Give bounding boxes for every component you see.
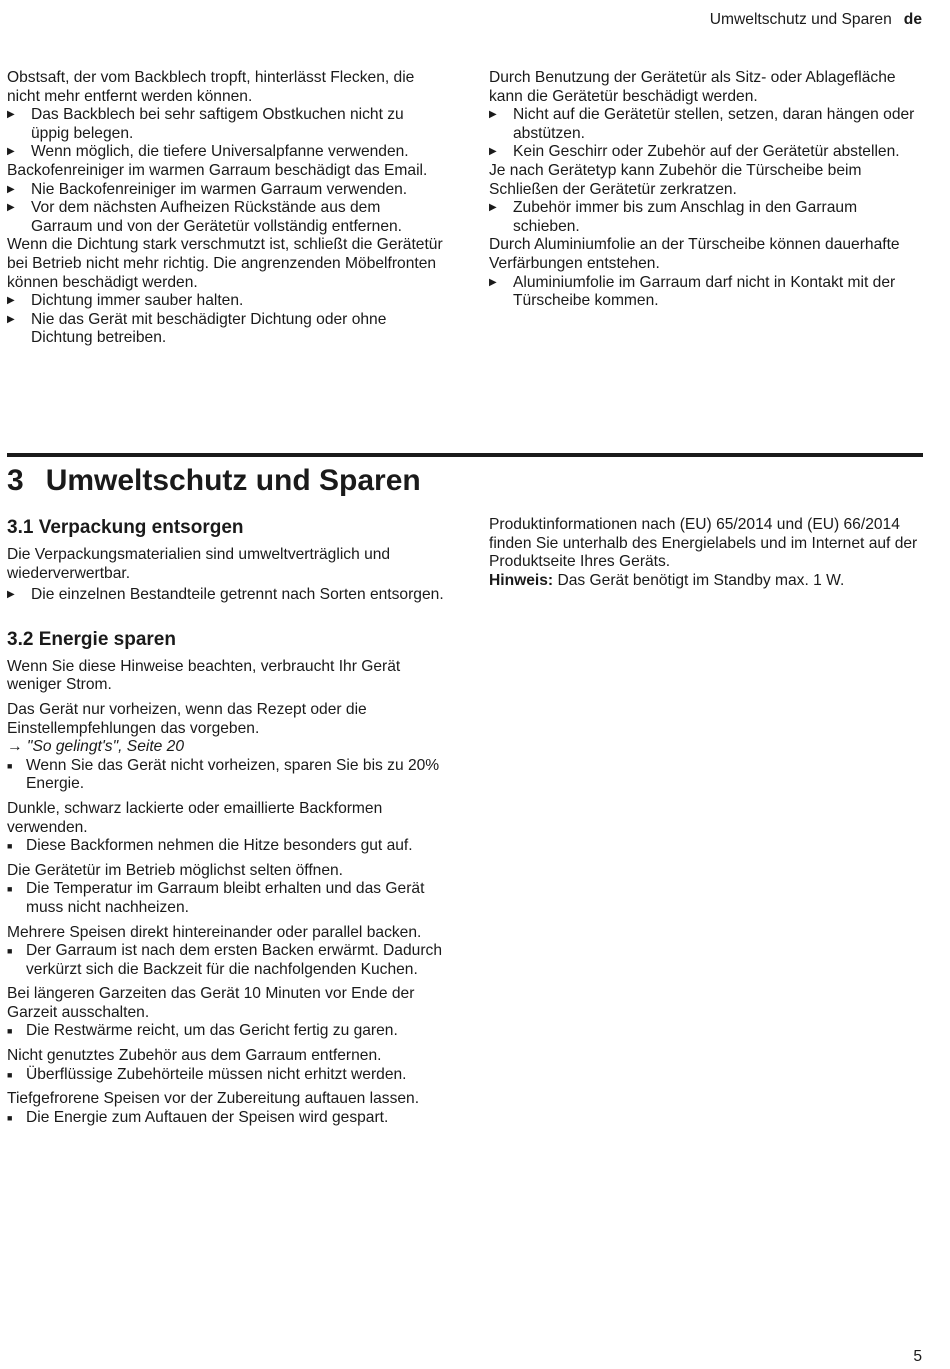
paragraph: Obstsaft, der vom Backblech tropft, hinterlässt Flecken, die nicht mehr entfernt werden können. (7, 69, 415, 105)
list-item (7, 757, 445, 794)
list-item (489, 199, 927, 236)
paragraph: Die Gerätetür im Betrieb möglichst selten öffnen. (7, 861, 344, 879)
paragraph: Durch Benutzung der Gerätetür als Sitz- oder Ablagefläche kann die Gerätetür beschädigt werden. (489, 69, 896, 105)
list-item-text: Die Energie zum Auftauen der Speisen wird gespart. (26, 1108, 389, 1126)
list-item (7, 143, 445, 162)
list-item (489, 143, 927, 162)
paragraph: Bei längeren Garzeiten das Gerät 10 Minuten vor Ende der Garzeit ausschalten. (7, 985, 415, 1021)
running-header (710, 11, 922, 30)
list-item-text: Wenn Sie das Gerät nicht vorheizen, sparen Sie bis zu 20% Energie. (26, 756, 440, 793)
list-item (7, 1022, 445, 1041)
list-item (7, 586, 445, 605)
list-item-text: Zubehör immer bis zum Anschlag in den Garraum schieben. (513, 199, 858, 235)
square-bullet-icon: ■ (7, 946, 13, 957)
note-text: Das Gerät benötigt im Standby max. 1 W. (553, 571, 845, 589)
paragraph: Durch Aluminiumfolie an der Türscheibe können dauerhafte Verfärbungen entstehen. (489, 236, 900, 272)
paragraph: Nicht genutztes Zubehör aus dem Garraum entfernen. (7, 1047, 382, 1065)
triangle-bullet-icon: ▶ (7, 295, 15, 307)
list-item-text: Nie das Gerät mit beschädigter Dichtung oder ohne Dichtung betreiben. (31, 310, 387, 347)
list-item (7, 199, 445, 236)
paragraph: Produktinformationen nach (EU) 65/2014 und (EU) 66/2014 finden Sie unterhalb des Energielabels und im Internet auf der Produktseite Ihres Geräts. (489, 516, 918, 571)
triangle-bullet-icon: ▶ (489, 202, 497, 214)
top-left-column (7, 69, 445, 348)
bottom-left-column (7, 516, 445, 1127)
list-item-text: Die Temperatur im Garraum bleibt erhalten und das Gerät muss nicht nachheizen. (26, 880, 425, 916)
paragraph: Je nach Gerätetyp kann Zubehör die Türscheibe beim Schließen der Gerätetür zerkratzen. (489, 161, 862, 198)
square-bullet-icon: ■ (7, 884, 13, 895)
list-item (7, 311, 445, 348)
list-item-text: Wenn möglich, die tiefere Universalpfanne verwenden. (31, 143, 409, 161)
square-bullet-icon: ■ (7, 841, 13, 852)
list-item-text: Nicht auf die Gerätetür stellen, setzen, daran hängen oder abstützen. (513, 106, 915, 142)
paragraph: Tiefgefrorene Speisen vor der Zubereitung auftauen lassen. (7, 1090, 420, 1108)
list-item (7, 1066, 445, 1085)
paragraph: Das Gerät nur vorheizen, wenn das Rezept oder die Einstellempfehlungen das vorgeben. (7, 700, 367, 737)
chapter-number: 3 (7, 464, 24, 497)
list-item-text: Dichtung immer sauber halten. (31, 292, 244, 310)
triangle-bullet-icon: ▶ (489, 109, 497, 121)
paragraph: Dunkle, schwarz lackierte oder emaillierte Backformen verwenden. (7, 799, 383, 836)
chapter-heading (7, 461, 421, 501)
list-item-text: Vor dem nächsten Aufheizen Rückstände aus dem Garraum und von der Gerätetür vollständig entfernen. (31, 199, 402, 235)
square-bullet-icon: ■ (7, 1026, 13, 1037)
list-item (7, 181, 445, 200)
triangle-bullet-icon: ▶ (7, 589, 15, 601)
list-item-text: Überflüssige Zubehörteile müssen nicht erhitzt werden. (26, 1065, 407, 1083)
square-bullet-icon: ■ (7, 760, 13, 771)
section-heading-3-1: 3.1 Verpackung entsorgen (7, 517, 244, 538)
note-label: Hinweis: (489, 571, 554, 589)
list-item-text: Nie Backofenreiniger im warmen Garraum verwenden. (31, 180, 408, 198)
list-item (7, 942, 445, 979)
paragraph: Mehrere Speisen direkt hintereinander oder parallel backen. (7, 923, 422, 941)
chapter-title: Umweltschutz und Sparen (45, 464, 421, 497)
header-language: de (903, 11, 922, 28)
square-bullet-icon: ■ (7, 1069, 13, 1080)
list-item (7, 1109, 445, 1128)
list-item (489, 106, 927, 143)
list-item (7, 292, 445, 311)
list-item (7, 106, 445, 143)
list-item-text: Der Garraum ist nach dem ersten Backen erwärmt. Dadurch verkürzt sich die Backzeit für die nachfolgenden Kuchen. (26, 942, 442, 978)
list-item-text: Aluminiumfolie im Garraum darf nicht in Kontakt mit der Türscheibe kommen. (513, 273, 896, 310)
paragraph: Backofenreiniger im warmen Garraum beschädigt das Email. (7, 161, 428, 179)
triangle-bullet-icon: ▶ (7, 313, 15, 325)
note (489, 572, 927, 591)
page-number: 5 (913, 1348, 922, 1366)
square-bullet-icon: ■ (7, 1112, 13, 1123)
paragraph: Wenn die Dichtung stark verschmutzt ist, schließt die Gerätetür bei Betrieb nicht mehr richtig. Die angrenzenden Möbelfronten können beschädigt werden. (7, 236, 443, 291)
list-item-text: Das Backblech bei sehr saftigem Obstkuchen nicht zu üppig belegen. (31, 106, 404, 142)
list-item-text: Kein Geschirr oder Zubehör auf der Gerätetür abstellen. (513, 143, 900, 161)
bottom-right-column (489, 516, 927, 590)
list-item-text: Die einzelnen Bestandteile getrennt nach Sorten entsorgen. (31, 586, 444, 604)
list-item-text: Die Restwärme reicht, um das Gericht fertig zu garen. (26, 1022, 398, 1040)
top-right-column (489, 69, 927, 311)
list-item (7, 880, 445, 917)
list-item (7, 837, 445, 856)
header-section-title: Umweltschutz und Sparen (709, 11, 892, 28)
triangle-bullet-icon: ▶ (7, 183, 15, 195)
list-item (489, 274, 927, 311)
section-heading-3-2: 3.2 Energie sparen (7, 628, 176, 650)
list-item-text: Diese Backformen nehmen die Hitze besonders gut auf. (26, 837, 413, 855)
paragraph: Die Verpackungsmaterialien sind umweltverträglich und wiederverwertbar. (7, 546, 391, 582)
chapter-divider (7, 453, 923, 457)
triangle-bullet-icon: ▶ (7, 146, 15, 158)
triangle-bullet-icon: ▶ (489, 146, 497, 158)
cross-reference-link[interactable]: → "So gelingt's", Seite 20 (7, 738, 185, 756)
triangle-bullet-icon: ▶ (7, 109, 15, 121)
paragraph: Wenn Sie diese Hinweise beachten, verbraucht Ihr Gerät weniger Strom. (7, 657, 401, 694)
triangle-bullet-icon: ▶ (7, 202, 15, 214)
triangle-bullet-icon: ▶ (489, 276, 497, 288)
